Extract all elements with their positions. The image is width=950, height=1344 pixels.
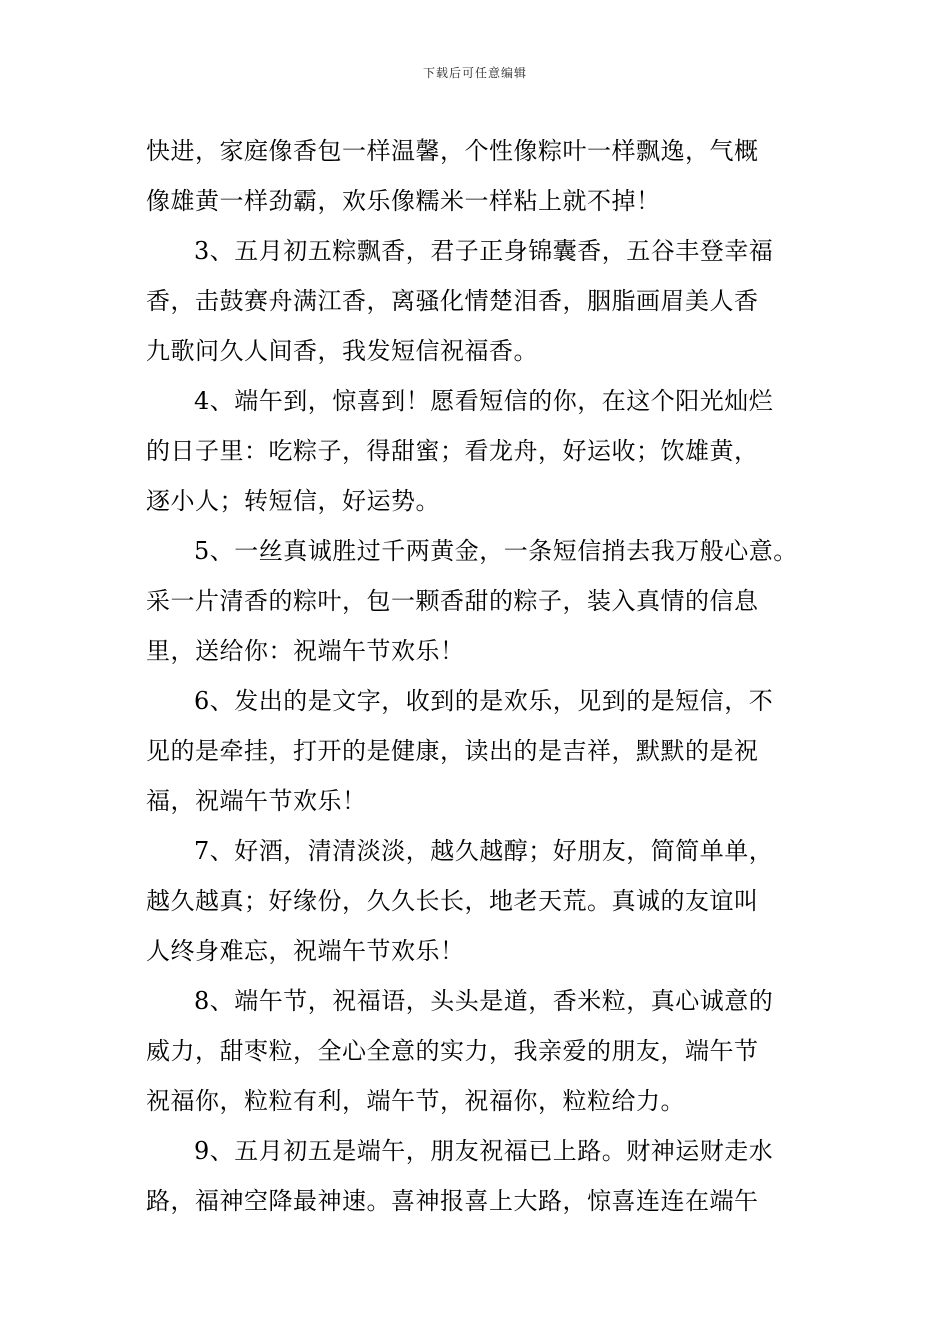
paragraph-first-line: 4、端午到，惊喜到！愿看短信的你，在这个阳光灿烂 — [194, 387, 774, 415]
paragraph-line: 快进，家庭像香包一样温馨，个性像粽叶一样飘逸，气概 — [146, 137, 759, 165]
paragraph-line: 祝福你，粒粒有利，端午节，祝福你，粒粒给力。 — [146, 1087, 685, 1115]
paragraph-first-line: 9、五月初五是端午，朋友祝福已上路。财神运财走水 — [194, 1137, 774, 1165]
paragraph-line: 九歌问久人间香，我发短信祝福香。 — [146, 337, 538, 365]
paragraph-line: 威力，甜枣粒，全心全意的实力，我亲爱的朋友，端午节 — [146, 1037, 759, 1065]
paragraph-line: 福，祝端午节欢乐！ — [146, 787, 367, 815]
paragraph-line: 香，击鼓赛舟满江香，离骚化情楚泪香，胭脂画眉美人香 — [146, 287, 759, 315]
paragraph-line: 采一片清香的粽叶，包一颗香甜的粽子，装入真情的信息 — [146, 587, 759, 615]
page-header: 下载后可任意编辑 — [422, 66, 527, 80]
paragraph-first-line: 7、好酒，清清淡淡，越久越醇；好朋友，简简单单， — [194, 837, 774, 865]
paragraph-first-line: 5、一丝真诚胜过千两黄金，一条短信捎去我万般心意。 — [194, 537, 798, 565]
paragraph-line: 越久越真；好缘份，久久长长，地老天荒。真诚的友谊叫 — [146, 887, 759, 915]
paragraph-line: 的日子里：吃粽子，得甜蜜；看龙舟，好运收；饮雄黄， — [146, 437, 759, 465]
paragraph-line: 像雄黄一样劲霸，欢乐像糯米一样粘上就不掉！ — [146, 187, 661, 215]
paragraph-line: 人终身难忘，祝端午节欢乐！ — [146, 937, 465, 965]
paragraph-line: 路，福神空降最神速。喜神报喜上大路，惊喜连连在端午 — [146, 1187, 759, 1215]
paragraph-first-line: 3、五月初五粽飘香，君子正身锦囊香，五谷丰登幸福 — [194, 237, 774, 265]
paragraph-line: 见的是牵挂，打开的是健康，读出的是吉祥，默默的是祝 — [146, 737, 759, 765]
paragraph-line: 逐小人；转短信，好运势。 — [146, 487, 440, 515]
paragraph-first-line: 8、端午节，祝福语，头头是道，香米粒，真心诚意的 — [194, 987, 774, 1015]
paragraph-line: 里，送给你：祝端午节欢乐！ — [146, 637, 465, 665]
paragraph-first-line: 6、发出的是文字，收到的是欢乐，见到的是短信，不 — [194, 687, 774, 715]
document-body — [146, 126, 810, 1226]
